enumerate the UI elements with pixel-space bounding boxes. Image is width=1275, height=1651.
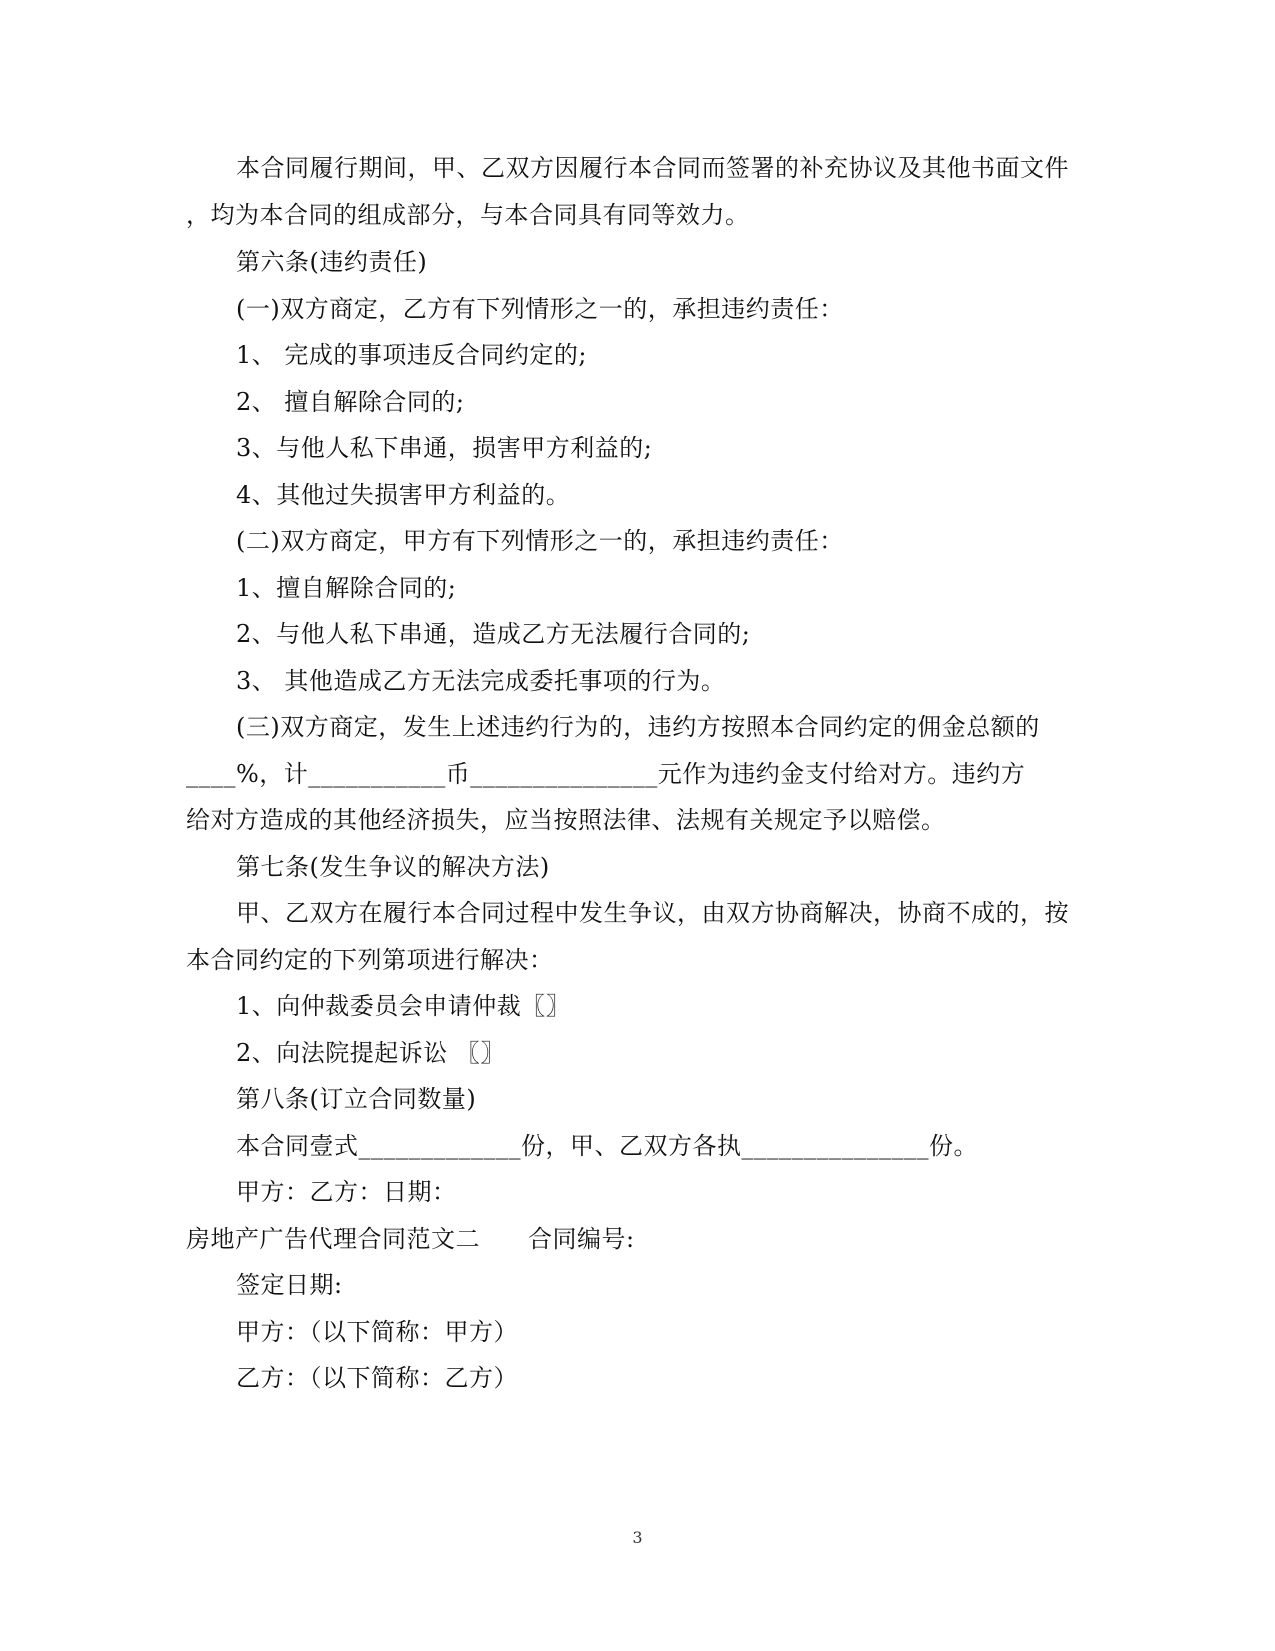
paragraph-line: (二)双方商定，甲方有下列情形之一的，承担违约责任： [236,527,844,555]
party-a-line: 甲方：（以下简称：甲方） [236,1318,518,1346]
party-b-line: 乙方：（以下简称：乙方） [236,1364,518,1392]
paragraph-line: (三)双方商定，发生上述违约行为的，违约方按照本合同约定的佣金总额的 [236,713,1040,741]
paragraph-line: (一)双方商定，乙方有下列情形之一的，承担违约责任： [236,295,844,323]
list-item: 1、擅自解除合同的; [236,574,457,602]
paragraph-line: ，均为本合同的组成部分，与本合同具有同等效力。 [186,201,750,229]
contract-number-label: 合同编号: [528,1225,635,1253]
paragraph-line: 甲、乙双方在履行本合同过程中发生争议，由双方协商解决，协商不成的，按 [236,899,1069,927]
paragraph-line: 给对方造成的其他经济损失，应当按照法律、法规有关规定予以赔偿。 [186,806,946,834]
list-item: 3、 其他造成乙方无法完成委托事项的行为。 [236,667,726,695]
paragraph-line: 本合同履行期间，甲、乙双方因履行本合同而签署的补充协议及其他书面文件 [236,154,1069,182]
list-item: 1、 完成的事项违反合同约定的; [236,341,587,369]
list-item: 1、向仲裁委员会申请仲裁〖〗 [236,992,571,1020]
article-heading: 第六条(违约责任) [236,248,428,276]
list-item: 4、其他过失损害甲方利益的。 [236,481,571,509]
paragraph-line: 本合同壹式_____________份，甲、乙双方各执_______________份。 [236,1132,978,1160]
list-item: 2、与他人私下串通，造成乙方无法履行合同的; [236,620,751,648]
sign-date-line: 签定日期: [236,1271,343,1299]
section-title-line [186,1224,635,1254]
page-number: 3 [632,1528,643,1547]
signature-line: 甲方：乙方：日期： [236,1178,457,1206]
paragraph-line: ____%，计___________币_______________元作为违约金支付给对方。违约方 [186,760,1026,788]
paragraph-line: 本合同约定的下列第项进行解决： [186,946,554,974]
list-item: 2、向法院提起诉讼 〖〗 [236,1039,505,1067]
section-title: 房地产广告代理合同范文二 [186,1225,480,1253]
article-heading: 第七条(发生争议的解决方法) [236,853,550,881]
article-heading: 第八条(订立合同数量) [236,1085,477,1113]
list-item: 3、与他人私下串通，损害甲方利益的; [236,434,653,462]
list-item: 2、 擅自解除合同的; [236,388,465,416]
